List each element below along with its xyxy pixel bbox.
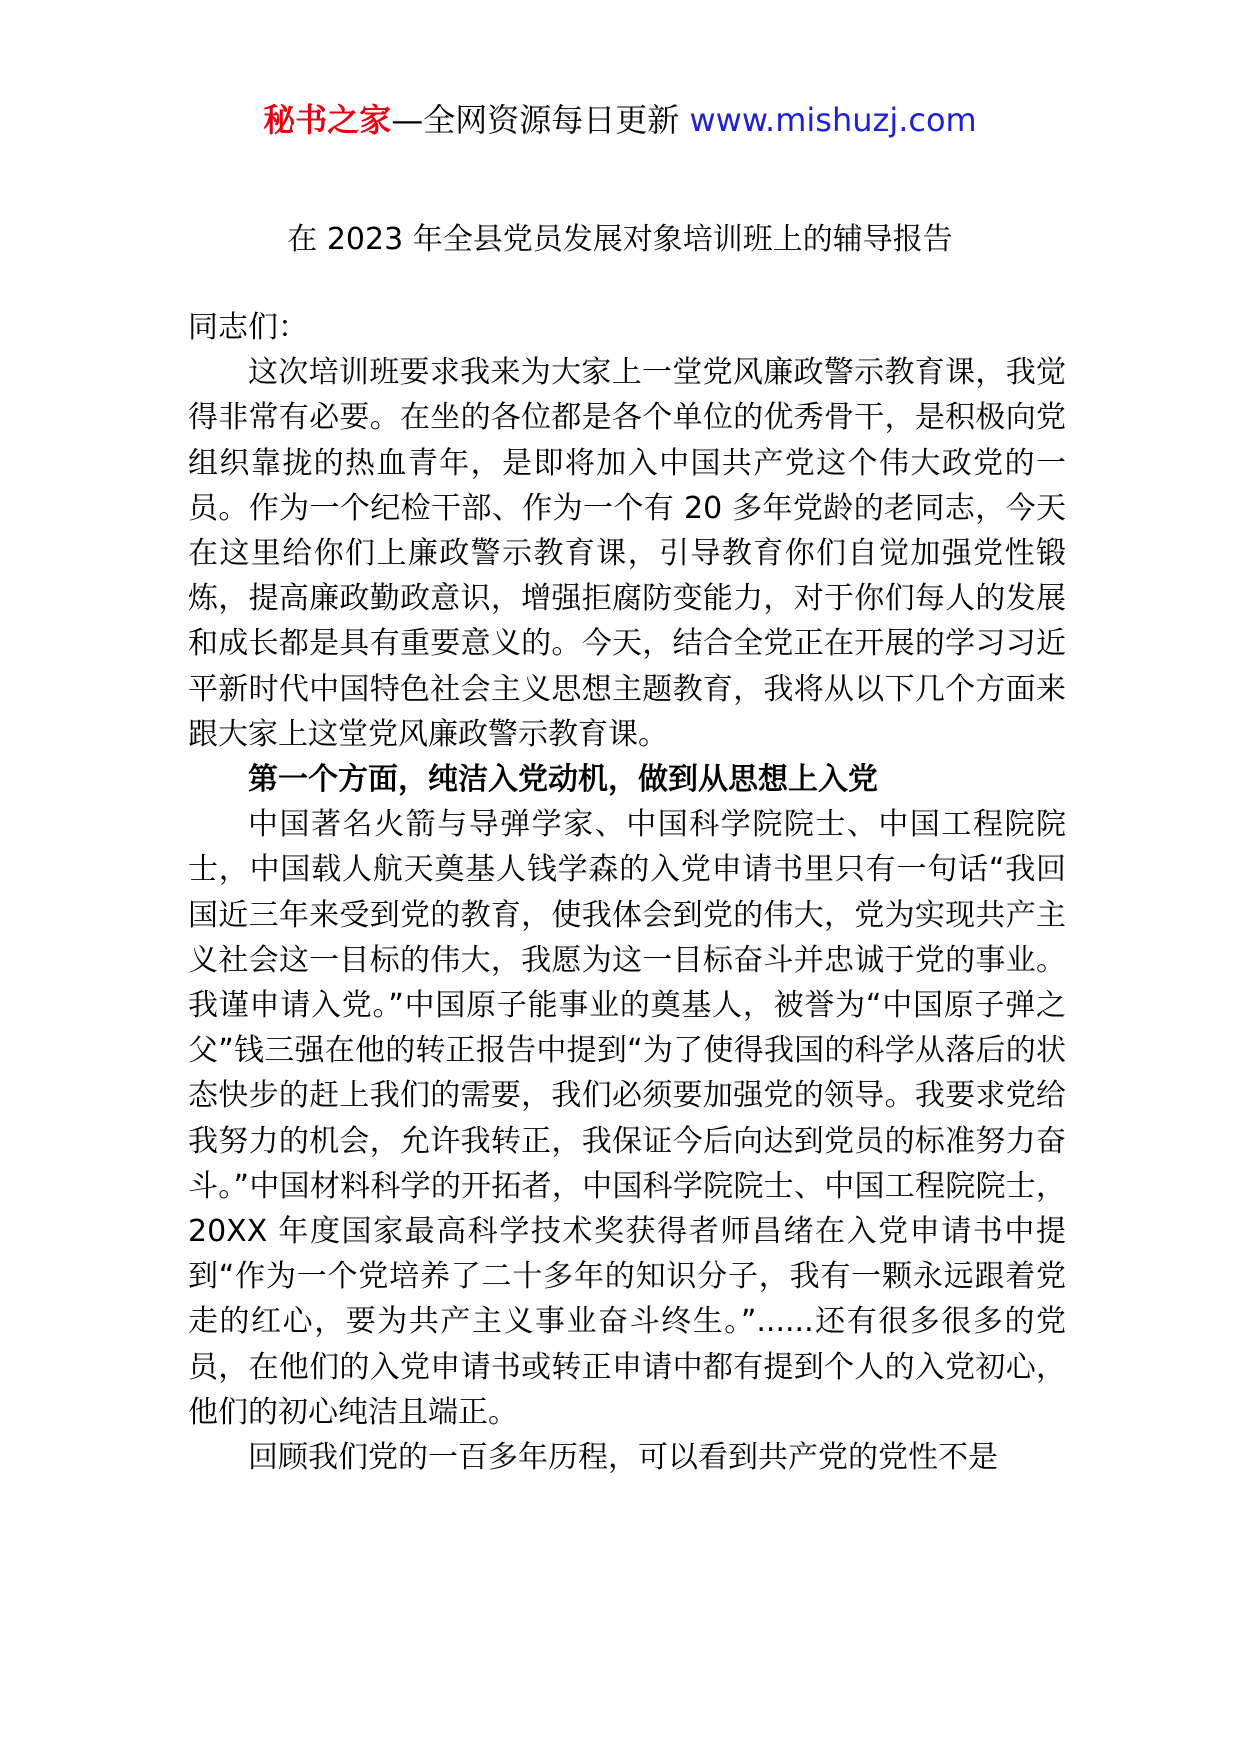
document-body <box>188 305 1066 1480</box>
body-paragraph: 回顾我们党的一百多年历程，可以看到共产党的党性不是 <box>248 1440 998 1476</box>
brand-name: 秘书之家 <box>263 101 392 139</box>
section-heading: 第一个方面，纯洁入党动机，做到从思想上入党 <box>248 762 878 798</box>
document-title: 在 2023 年全县党员发展对象培训班上的辅导报告 <box>287 222 953 257</box>
salutation: 同志们： <box>188 310 308 345</box>
site-url-link[interactable]: www.mishuzj.com <box>689 101 977 139</box>
body-paragraph: 这次培训班要求我来为大家上一堂党风廉政警示教育课，我觉得非常有必要。在坐的各位都是各个单位的优秀骨干，是积极向党组织靠拢的热血青年，是即将加入中国共产党这个伟大政党的一员。作为一个纪检干部、作为一个有 20 多年党龄的老同志，今天在这里给你们上廉政警示教育课，引导教育你们自觉加强党性锻炼，提高廉政勤政意识，增强拒腐防变能力，对于你们每人的发展和成长都是具有重要意义的。今天，结合全党正在开展的学习习近平新时代中国特色社会主义思想主题教育，我将从以下几个方面来跟大家上这堂党风廉政警示教育课。 <box>188 355 1066 752</box>
header-tagline: —全网资源每日更新 <box>391 101 690 139</box>
body-paragraph: 中国著名火箭与导弹学家、中国科学院院士、中国工程院院士，中国载人航天奠基人钱学森的入党申请书里只有一句话“我回国近三年来受到党的教育，使我体会到党的伟大，党为实现共产主义社会这一目标的伟大，我愿为这一目标奋斗并忠诚于党的事业。我谨申请入党。”中国原子能事业的奠基人，被誉为“中国原子弹之父”钱三强在他的转正报告中提到“为了使得我国的科学从落后的状态快步的赶上我们的需要，我们必须要加强党的领导。我要求党给我努力的机会，允许我转正，我保证今后向达到党员的标准努力奋斗。”中国材料科学的开拓者，中国科学院院士、中国工程院院士，20XX 年度国家最高科学技术奖获得者师昌绪在入党申请书中提到“作为一个党培养了二十多年的知识分子，我有一颗永远跟着党走的红心，要为共产主义事业奋斗终生。”......还有很多很多的党员，在他们的入党申请书或转正申请中都有提到个人的入党初心，他们的初心纯洁且端正。 <box>188 807 1066 1430</box>
site-header <box>0 98 1240 142</box>
